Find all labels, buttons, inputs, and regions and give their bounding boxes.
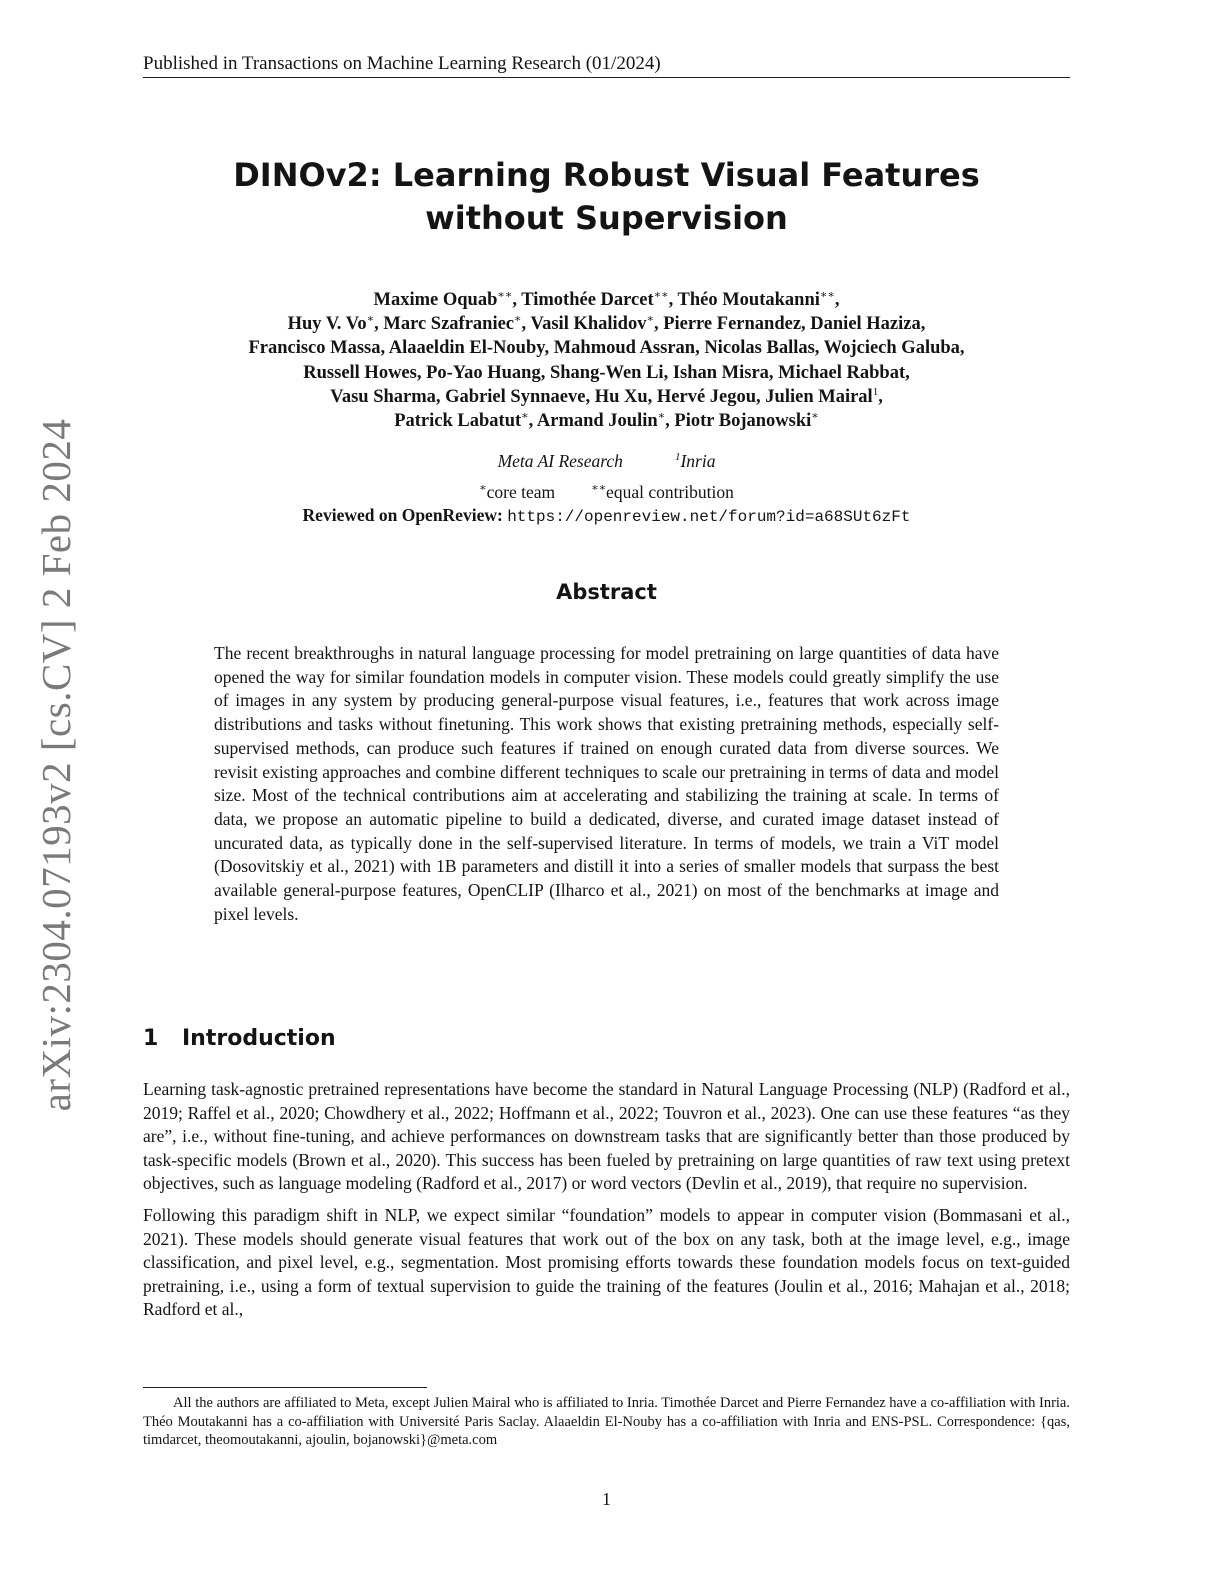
author-mark: ∗ [366,313,375,326]
page-number: 1 [602,1489,611,1509]
author-name: Piotr Bojanowski [674,411,812,432]
author-mark: ∗ [514,313,522,326]
author-name: Vasil Khalidov [530,314,647,335]
footnote-rule [143,1387,427,1388]
affiliation-meta: Meta AI Research [497,451,623,471]
core-team-note: core team [486,482,556,502]
paper-title [143,154,1070,240]
abstract-body [214,642,999,926]
author-name: Maxime Oquab [373,290,498,310]
section-heading [143,1024,1070,1054]
author-name: Armand Joulin [536,411,658,432]
author-line-2: Huy V. Vo∗, Marc Szafraniec∗, Vasil Khalidov∗, Pierre Fernandez, Daniel Haziza, [287,313,926,335]
author-mark: 1 [872,385,879,398]
running-header: Published in Transactions on Machine Learning Research (01/2024) [143,52,1070,78]
equal-contribution-mark: ∗∗ [591,482,607,495]
section-title: Introduction [182,1026,336,1051]
author-line-4: Russell Howes, Po-Yao Huang, Shang-Wen Li, Ishan Misra, Michael Rabbat, [303,362,910,383]
author-mark: ∗∗ [653,288,669,301]
author-name: Vasu Sharma, Gabriel Synnaeve, Hu Xu, Hervé Jegou, Julien Mairal [330,386,873,407]
review-line [143,504,1070,528]
intro-paragraph-1: Learning task-agnostic pretrained representations have become the standard in Natural Language Processing (NLP) (Radford et al., 2019; Raffel et al., 2020; Chowdhery et al., 2022; Hoffmann et al., 2022; Touvron et al., 2023). One can use these features “as they are”, i.e., without fine-tuning, and achieve performances on downstream tasks that are significantly better than those produced by task-specific models (Brown et al., 2020). This success has been fueled by pretraining on large quantities of raw text using pretext objectives, such as language modeling (Radford et al., 2017) or word vectors (Devlin et al., 2019), that require no supervision. [143,1079,1070,1194]
abstract-heading: Abstract [556,580,657,604]
affiliation-inria: Inria [680,451,716,471]
author-line-5: Vasu Sharma, Gabriel Synnaeve, Hu Xu, Hervé Jegou, Julien Mairal$^1$, [330,385,883,407]
author-mark: ∗ [657,409,666,422]
abstract-text: The recent breakthroughs in natural language processing for model pretraining on large quantities of data have opened the way for similar foundation models in computer vision. These models could greatly simplify the use of images in any system by producing general-purpose visual features, i.e., features that work across image distributions and tasks without finetuning. This work shows that existing pretraining methods, especially self-supervised methods, can produce such features if trained on enough curated data from diverse sources. We revisit existing approaches and combine different techniques to scale our pretraining in terms of data and model size. Most of the technical contributions aim at accelerating and stabilizing the training at scale. In terms of data, we propose an automatic pipeline to build a dedicated, diverse, and curated image dataset instead of uncurated data, as typically done in the self-supervised literature. In terms of models, we train a ViT model (Dosovitskiy et al., 2021) with 1B parameters and distill it into a series of smaller models that surpass the best available general-purpose features, OpenCLIP (Ilharco et al., 2021) on most of the benchmarks at image and pixel levels. [214,643,999,924]
affiliations [143,450,1070,472]
openreview-link[interactable]: https://openreview.net/forum?id=a68SUt6zFt [507,508,911,526]
author-line-3: Francisco Massa, Alaaeldin El-Nouby, Mahmoud Assran, Nicolas Ballas, Wojciech Galuba, [248,338,965,359]
contribution-notes [143,481,1070,503]
author-mark: ∗∗ [819,288,835,301]
review-label: Reviewed on OpenReview: [302,505,503,525]
core-team-mark: ∗ [479,482,487,495]
author-list [143,288,1070,433]
author-name: Patrick Labatut [394,411,522,432]
author-mark: ∗∗ [497,288,513,301]
author-name: Huy V. Vo [287,314,367,335]
author-name: Pierre Fernandez, Daniel Haziza, [663,314,926,335]
affiliation-mark: 1 [674,451,681,464]
author-mark: ∗ [811,409,819,422]
author-mark: ∗ [646,313,654,326]
author-line-1: Maxime Oquab∗∗, Timothée Darcet∗∗, Théo Moutakanni∗∗, [373,288,840,310]
author-line-6: Patrick Labatut∗, Armand Joulin∗, Piotr Bojanowski∗ [394,409,819,432]
section-number: 1 [143,1026,159,1051]
footnote: All the authors are affiliated to Meta, except Julien Mairal who is affiliated to Inria. Timothée Darcet and Pierre Fernandez have a co-affiliation with Inria. Théo Moutakanni has a co-affiliation with Université Paris Saclay. Alaaeldin El-Nouby has a co-affiliation with Inria and ENS-PSL. Correspondence: {qas, timdarcet, theomoutakanni, ajoulin, bojanowski}@meta.com [143,1395,1070,1449]
equal-contribution-note: equal contribution [606,482,734,502]
author-mark: ∗ [521,409,529,422]
author-name: Marc Szafraniec [383,314,515,335]
paper-title-line-1: DINOv2: Learning Robust Visual Features [233,156,980,194]
author-name: Timothée Darcet [521,290,654,310]
author-name: Théo Moutakanni [677,290,820,310]
arxiv-identifier-stamp[interactable]: arXiv:2304.07193v2 [cs.CV] 2 Feb 2024 [33,418,79,1112]
paper-title-line-2: without Supervision [425,199,788,237]
introduction-body [143,1078,1070,1330]
intro-paragraph-2: Following this paradigm shift in NLP, we expect similar “foundation” models to appear in computer vision (Bommasani et al., 2021). These models should generate visual features that work out of the box on any task, both at the image level, e.g., image classification, and pixel level, e.g., segmentation. Most promising efforts towards these foundation models focus on text-guided pretraining, i.e., using a form of textual supervision to guide the training of the features (Joulin et al., 2016; Mahajan et al., 2018; Radford et al., [143,1204,1070,1320]
